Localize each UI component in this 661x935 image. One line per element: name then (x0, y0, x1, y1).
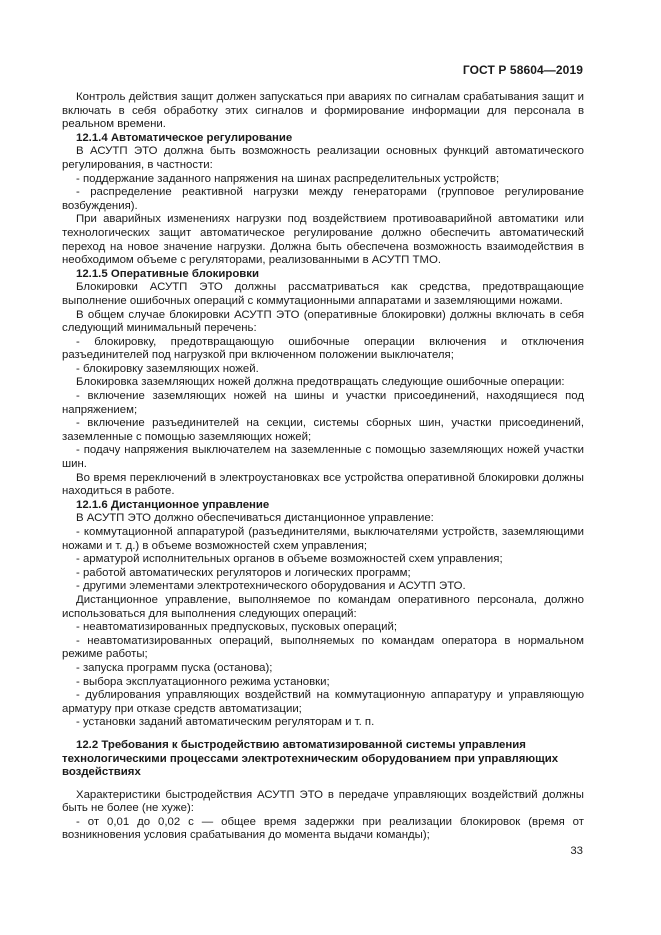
list-item: - установки заданий автоматическим регуляторам и т. п. (76, 716, 375, 729)
list-item: - блокировку заземляющих ножей. (76, 362, 259, 375)
list-item: - коммутационной аппаратурой (разъединителями, выключателями устройств, заземляющими ножами и т. д.) в объеме возможностей схем управления; (62, 526, 584, 552)
paragraph: Контроль действия защит должен запускаться при авариях по сигналам срабатывания защит и включать в себя обработку этих сигналов и формирование информации для персонала в реальном времени. (62, 91, 584, 131)
paragraph: В АСУТП ЭТО должно обеспечиваться дистанционное управление: (76, 512, 434, 525)
list-item: - распределение реактивной нагрузки между генераторами (групповое регулирование возбуждения). (62, 186, 584, 212)
list-item: - включение разъединителей на секции, системы сборных шин, участки присоединений, заземленные с помощью заземляющих ножей; (62, 417, 584, 443)
list-item: - подачу напряжения выключателем на заземленные с помощью заземляющих ножей участки шин. (62, 444, 584, 471)
section-heading-12-1-5: 12.1.5 Оперативные блокировки (76, 267, 260, 280)
paragraph: При аварийных изменениях нагрузки под воздействием противоаварийной автоматики или технологических защит автоматическое регулирование должно обеспечить автоматический переход на новое значение нагрузки. Должна быть обеспечена возможность взаимодействия в необходимом объеме с регуляторами, реализованными в АСУТП ТМО. (62, 213, 584, 267)
list-item: - арматурой исполнительных органов в объеме возможностей схем управления; (76, 553, 503, 566)
list-item: - от 0,01 до 0,02 с — общее время задержки при реализации блокировок (время от возникновения условия срабатывания до момента выдачи команды); (62, 815, 584, 842)
page-number: 33 (570, 845, 583, 857)
list-item: - дублирования управляющих воздействий на коммутационную аппаратуру и управляющую арматуру при отказе средств автоматизации; (62, 689, 584, 715)
paragraph: Во время переключений в электроустановках все устройства оперативной блокировки должны находиться в работе. (62, 471, 584, 498)
document-id-header: ГОСТ Р 58604—2019 (462, 63, 583, 77)
section-heading-12-1-4: 12.1.4 Автоматическое регулирование (76, 131, 293, 144)
paragraph: Характеристики быстродействия АСУТП ЭТО в передаче управляющих воздействий должны быть не более (не хуже): (62, 788, 584, 815)
list-item: - блокировку, предотвращающую ошибочные операции включения и отключения разъединителей под нагрузкой при включенном положении выключателя; (62, 335, 584, 362)
section-heading-12-1-6: 12.1.6 Дистанционное управление (76, 498, 270, 511)
paragraph: Блокировка заземляющих ножей должна предотвращать следующие ошибочные операции: (76, 376, 565, 389)
list-item: - неавтоматизированных предпусковых, пусковых операций; (76, 621, 398, 634)
paragraph: В АСУТП ЭТО должна быть возможность реализации основных функций автоматического регулирования, в частности: (62, 145, 584, 171)
list-item: - работой автоматических регуляторов и логических программ; (76, 566, 411, 579)
paragraph: В общем случае блокировки АСУТП ЭТО (оперативные блокировки) должны включать в себя следующий минимальный перечень: (62, 308, 584, 335)
paragraph: Блокировки АСУТП ЭТО должны рассматриваться как средства, предотвращающие выполнение ошибочных операций с коммутационными аппаратами и заземляющими ножами. (62, 281, 584, 307)
document-body (62, 91, 584, 843)
list-item: - неавтоматизированных операций, выполняемых по командам оператора в нормальном режиме работы; (62, 634, 584, 661)
list-item: - включение заземляющих ножей на шины и участки присоединений, находящиеся под напряжением; (62, 390, 584, 416)
list-item: - поддержание заданного напряжения на шинах распределительных устройств; (76, 172, 500, 185)
list-item: - выбора эксплуатационного режима установки; (76, 675, 330, 688)
list-item: - другими элементами электротехнического оборудования и АСУТП ЭТО. (76, 580, 466, 593)
list-item: - запуска программ пуска (останова); (76, 661, 273, 674)
section-heading-12-2: 12.2 Требования к быстродействию автоматизированной системы управления технологическими процессами электротехническим оборудованием при управляющих воздействиях (62, 738, 559, 779)
paragraph: Дистанционное управление, выполняемое по командам оперативного персонала, должно использоваться для выполнения следующих операций: (62, 593, 584, 620)
